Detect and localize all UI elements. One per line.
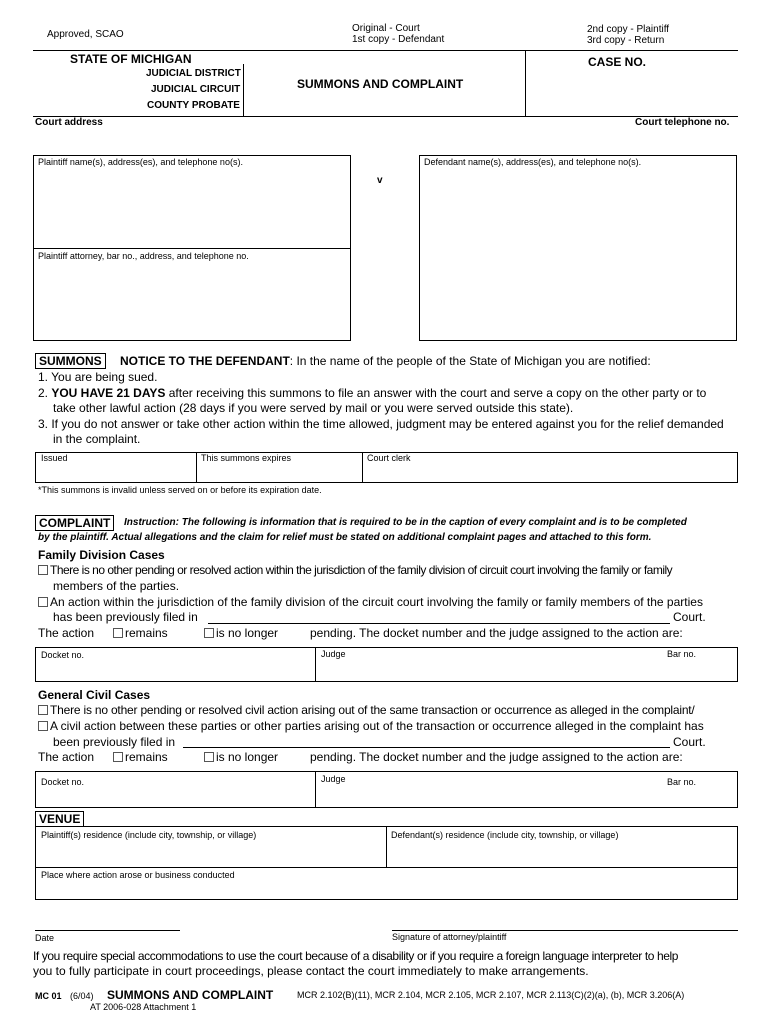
family-docket-label: Docket no. bbox=[41, 650, 85, 660]
footer-title: SUMMONS AND COMPLAINT bbox=[107, 988, 274, 1002]
copies-right bbox=[587, 24, 669, 46]
state-title: STATE OF MICHIGAN bbox=[70, 52, 192, 66]
family-no-longer-checkbox[interactable] bbox=[204, 628, 214, 638]
family-judge-label: Judge bbox=[321, 649, 346, 659]
family-opt2-checkbox[interactable] bbox=[38, 597, 48, 607]
family-option-1-cont: members of the parties. bbox=[53, 579, 180, 593]
civil-judge-label: Judge bbox=[321, 774, 346, 784]
defendant-box[interactable] bbox=[419, 155, 737, 341]
family-option-1 bbox=[38, 563, 672, 577]
plaintiff-label: Plaintiff name(s), address(es), and telephone no(s). bbox=[38, 157, 243, 167]
venue-col-divider bbox=[386, 826, 387, 867]
summons-item-1: 1. You are being sued. bbox=[38, 370, 158, 384]
signature-label: Signature of attorney/plaintiff bbox=[392, 932, 507, 942]
summons-tag: SUMMONS bbox=[35, 353, 106, 369]
summons-footnote: *This summons is invalid unless served on or before its expiration date. bbox=[38, 485, 322, 495]
family-bar-label: Bar no. bbox=[667, 649, 697, 659]
civil-remains bbox=[113, 750, 168, 764]
civil-no-longer-checkbox[interactable] bbox=[204, 752, 214, 762]
family-opt1-checkbox[interactable] bbox=[38, 565, 48, 575]
civil-remains-checkbox[interactable] bbox=[113, 752, 123, 762]
summons-21-days: YOU HAVE 21 DAYS bbox=[51, 386, 166, 400]
header-bottom-rule bbox=[33, 116, 738, 117]
notice-text: : In the name of the people of the State of Michigan you are notified: bbox=[289, 354, 651, 368]
civil-opt2-text: A civil action between these parties or other parties arising out of the transaction or occurrence alleged in the complaint has bbox=[50, 719, 704, 733]
date-line[interactable] bbox=[35, 930, 180, 931]
copy-original: Original - Court bbox=[352, 23, 420, 34]
family-docket-row bbox=[35, 647, 738, 682]
family-docket-divider bbox=[315, 647, 316, 682]
civil-bar-label: Bar no. bbox=[667, 777, 697, 787]
copy-third: 3rd copy - Return bbox=[587, 35, 665, 46]
issue-divider-2 bbox=[362, 452, 363, 483]
family-opt1-text: There is no other pending or resolved action within the jurisdiction of the family division of circuit court involving the family or family bbox=[50, 563, 673, 577]
footer-rules: MCR 2.102(B)(11), MCR 2.104, MCR 2.105, MCR 2.107, MCR 2.113(C)(2)(a), (b), MCR 3.206(A) bbox=[297, 990, 685, 1000]
civil-docket-divider bbox=[315, 771, 316, 808]
summons-item-2-prefix: 2. bbox=[38, 386, 52, 400]
court-divider bbox=[243, 64, 244, 116]
date-label: Date bbox=[35, 933, 55, 943]
civil-no-longer-text: is no longer bbox=[216, 750, 279, 764]
civil-heading: General Civil Cases bbox=[38, 688, 151, 702]
plaintiff-residence-label: Plaintiff(s) residence (include city, township, or village) bbox=[41, 830, 257, 840]
summons-item-2 bbox=[38, 386, 706, 400]
accommodation-line-2: you to fully participate in court proceedings, please contact the court immediately to make arrangements. bbox=[33, 964, 589, 978]
civil-court-line[interactable] bbox=[183, 747, 670, 748]
case-divider bbox=[525, 50, 526, 116]
versus: v bbox=[377, 175, 383, 186]
approved-scao: Approved, SCAO bbox=[47, 29, 124, 40]
form-title: SUMMONS AND COMPLAINT bbox=[297, 77, 464, 91]
plaintiff-attorney-divider bbox=[33, 248, 351, 249]
copy-first: 1st copy - Defendant bbox=[352, 34, 445, 45]
defendant-label: Defendant name(s), address(es), and telephone no(s). bbox=[424, 157, 642, 167]
civil-no-longer bbox=[204, 750, 278, 764]
family-court-suffix: Court. bbox=[673, 610, 706, 624]
family-no-longer bbox=[204, 626, 278, 640]
case-number-label: CASE NO. bbox=[588, 55, 647, 69]
civil-opt1-text: There is no other pending or resolved civil action arising out of the same transaction or occurrence as alleged in the complaint/ bbox=[50, 703, 695, 717]
summons-item-2-cont: take other lawful action (28 days if you were served by mail or you were served outside this state). bbox=[53, 401, 574, 415]
summons-item-3-cont: in the complaint. bbox=[53, 432, 141, 446]
notice-line bbox=[120, 354, 651, 368]
clerk-label: Court clerk bbox=[367, 453, 411, 463]
judicial-district: JUDICIAL DISTRICT bbox=[146, 68, 241, 79]
instruction-line-1: Instruction: The following is information that is required to be in the caption of every complaint and is to be completed bbox=[124, 517, 687, 528]
issued-label: Issued bbox=[41, 453, 68, 463]
venue-row-divider bbox=[35, 867, 738, 868]
civil-option-1 bbox=[38, 703, 695, 717]
copy-second: 2nd copy - Plaintiff bbox=[587, 24, 670, 35]
family-pending-text: pending. The docket number and the judge assigned to the action are: bbox=[310, 626, 683, 640]
expires-label: This summons expires bbox=[201, 453, 292, 463]
family-remains-checkbox[interactable] bbox=[113, 628, 123, 638]
civil-docket-row bbox=[35, 771, 738, 808]
civil-court-suffix: Court. bbox=[673, 735, 706, 749]
venue-tag: VENUE bbox=[35, 811, 84, 827]
place-label: Place where action arose or business conducted bbox=[41, 870, 235, 880]
civil-opt2-checkbox[interactable] bbox=[38, 721, 48, 731]
family-no-longer-text: is no longer bbox=[216, 626, 279, 640]
family-action-label: The action bbox=[38, 626, 95, 640]
family-filed-in: has been previously filed in bbox=[53, 610, 198, 624]
civil-opt1-checkbox[interactable] bbox=[38, 705, 48, 715]
civil-remains-text: remains bbox=[125, 750, 168, 764]
family-remains bbox=[113, 626, 168, 640]
county-probate: COUNTY PROBATE bbox=[147, 100, 240, 111]
judicial-circuit: JUDICIAL CIRCUIT bbox=[151, 84, 241, 95]
family-court-line[interactable] bbox=[208, 623, 670, 624]
notice-heading: NOTICE TO THE DEFENDANT bbox=[120, 354, 290, 368]
court-phone-label: Court telephone no. bbox=[635, 117, 730, 128]
signature-line[interactable] bbox=[392, 930, 738, 931]
complaint-tag: COMPLAINT bbox=[35, 515, 114, 531]
header-top-rule bbox=[33, 50, 738, 51]
issue-divider-1 bbox=[196, 452, 197, 483]
civil-filed-in: been previously filed in bbox=[53, 735, 176, 749]
family-heading: Family Division Cases bbox=[38, 548, 165, 562]
accommodation-line-1: If you require special accommodations to use the court because of a disability or if you require a foreign language interpreter to help bbox=[33, 949, 679, 963]
summons-item-2-text: after receiving this summons to file an answer with the court and serve a copy on the other party or to bbox=[165, 386, 707, 400]
plaintiff-attorney-label: Plaintiff attorney, bar no., address, and telephone no. bbox=[38, 251, 249, 261]
court-address-label: Court address bbox=[35, 117, 103, 128]
family-remains-text: remains bbox=[125, 626, 168, 640]
summons-item-3: 3. If you do not answer or take other action within the time allowed, judgment may be entered against you for the relief demanded bbox=[38, 417, 724, 431]
civil-pending-text: pending. The docket number and the judge assigned to the action are: bbox=[310, 750, 683, 764]
instruction-line-2: by the plaintiff. Actual allegations and the claim for relief must be stated on additional complaint pages and attached to this form. bbox=[38, 532, 652, 543]
defendant-residence-label: Defendant(s) residence (include city, township, or village) bbox=[391, 830, 619, 840]
form-date: (6/04) bbox=[70, 991, 94, 1001]
copies-center bbox=[352, 23, 444, 45]
footer-attachment: AT 2006-028 Attachment 1 bbox=[90, 1002, 197, 1012]
civil-action-label: The action bbox=[38, 750, 95, 764]
civil-docket-label: Docket no. bbox=[41, 777, 85, 787]
family-option-2 bbox=[38, 595, 703, 609]
family-opt2-text: An action within the jurisdiction of the family division of the circuit court involving the family or family members of the parties bbox=[50, 595, 703, 609]
civil-option-2 bbox=[38, 719, 704, 733]
form-id: MC 01 bbox=[35, 991, 62, 1001]
